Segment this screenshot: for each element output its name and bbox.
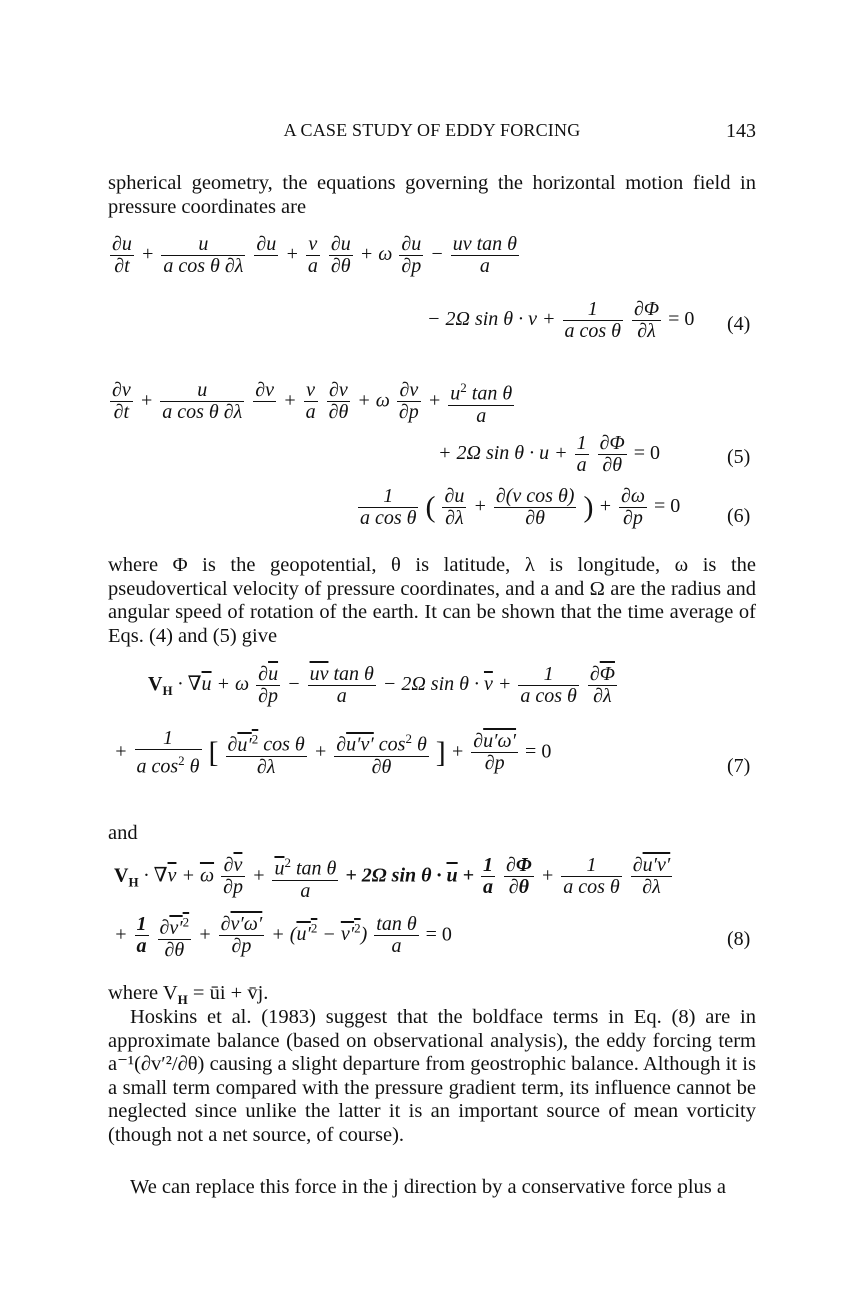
equation-4-line-2: − 2Ω sin θ · v + $\frac{1}{\text{a cos θ}}$ $\frac{\partial\Phi}{\partial\lambda}$ = 0 xyxy=(427,298,695,342)
equation-7-line-2: + $\frac{1}{a \cos^2 \theta}$ [ $\frac{\partial u'^2 \cos \theta}{\partial\lambda}$ + $\frac{\partial u'v' \cos^2 \theta}{\partial\theta}$ ] + $\frac{\partial u'\omega'}{\partial p}$ = 0 xyxy=(114,727,552,778)
equation-6: $\frac{1}{\text{a cos θ}}$ ( $\frac{\partial u}{\partial\lambda}$ + $\frac{\text{∂(v cos θ)}}{\partial\theta}$ ) + $\frac{\partial\omega}{\partial p}$ = 0 xyxy=(360,485,681,529)
page-number: 143 xyxy=(726,120,756,142)
equation-7-line-1: $V_H \cdot \nabla\overline{u} + \omega$ $\frac{\partial\overline{u}}{\partial p}$ − $\frac{\overline{uv} \tan \theta}{a}$ − 2Ω $\sin \theta \cdot \overline{v}$ + $\frac{1}{\text{a cos θ}}$ $\frac{\partial\overline{\Phi}}{\partial\lambda}$ xyxy=(148,663,615,707)
equation-4-number: (4) xyxy=(727,313,751,335)
equation-8-line-1: $V_H \cdot \nabla\overline{v} + \overline{\omega}$ $\frac{\partial\overline{v}}{\partial p}$ + $\frac{\overline{u}^2 \tan \theta}{a}$ + 2Ω $\sin \theta \cdot \overline{u}$ + $\frac{1}{a}$ $\frac{\partial\Phi}{\partial\theta}$ + $\frac{1}{\text{a cos θ}}$ $\frac{\partial u'v'}{\partial\lambda}$ xyxy=(114,852,674,902)
equation-8-line-2: + $\frac{1}{a}$ $\frac{\partial v'^2}{\partial\theta}$ + $\frac{\partial v'\omega'}{\partial p}$ + $(u'^2 - v'^2)$ $\frac{\text{tan θ}}{a}$ = 0 xyxy=(114,911,452,961)
equation-5-number: (5) xyxy=(727,446,751,468)
vh-definition-rhs: = ūi + v̄j. xyxy=(187,982,269,1004)
equation-7-number: (7) xyxy=(727,755,751,777)
symbols-paragraph: where Φ is the geopotential, θ is latitude, λ is longitude, ω is the pseudovertical velocity of pressure coordinates, and a and Ω are the radius and angular speed of rotation of the earth. It can be shown that the time average of Eqs. (4) and (5) give xyxy=(108,554,756,647)
equation-4-line-1: $\frac{\partial u}{\partial t}$ + $\frac{u}{\text{a cos θ ∂λ}}$ ∂u + $\frac{v}{a}$ $\frac{\partial u}{\partial\theta}$ + ω $\frac{\partial u}{\partial p}$ − $\frac{\text{uv tan θ}}{a}$ xyxy=(112,233,517,277)
vh-subscript: H xyxy=(177,992,188,1008)
page-header xyxy=(108,120,756,146)
equation-5-line-2: + 2Ω sin θ · u + $\frac{1}{a}$ $\frac{\partial\Phi}{\partial\theta}$ = 0 xyxy=(438,432,661,476)
vh-definition-lead: where V xyxy=(108,982,178,1004)
equation-8-number: (8) xyxy=(727,928,751,950)
running-head: A CASE STUDY OF EDDY FORCING xyxy=(283,120,581,140)
equation-6-number: (6) xyxy=(727,505,751,527)
equation-5-line-1: $\frac{\partial v}{\partial t}$ + $\frac{u}{\text{a cos θ ∂λ}}$ ∂v + $\frac{v}{a}$ $\frac{\partial v}{\partial\theta}$ + ω $\frac{\partial v}{\partial p}$ + $\frac{u^2 \tan \theta}{a}$ xyxy=(108,377,516,427)
closing-paragraph: We can replace this force in the j direction by a conservative force plus a xyxy=(130,1176,727,1198)
hoskins-paragraph: Hoskins et al. (1983) suggest that the boldface terms in Eq. (8) are in approximate balance (based on observational analysis), the eddy forcing term a⁻¹(∂v′²/∂θ) causing a slight departure from geostrophic balance. Although it is a small term compared with the pressure gradient term, its influence cannot be neglected since unlike the latter it is an important source of mean vorticity (though not a net source, of course). xyxy=(108,1006,756,1146)
and-word: and xyxy=(108,822,138,844)
intro-paragraph: spherical geometry, the equations governing the horizontal motion field in pressure coordinates are xyxy=(108,172,756,218)
